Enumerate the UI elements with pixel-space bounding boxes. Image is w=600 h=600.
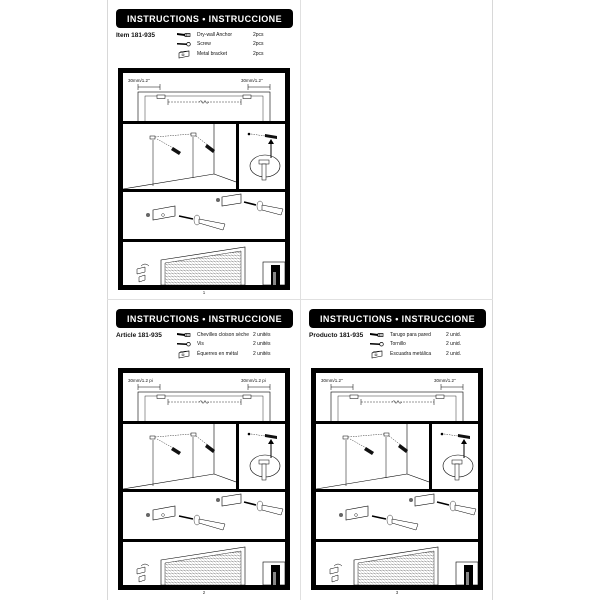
- part-row-screw: [176, 340, 271, 350]
- part-row-anchor: [369, 330, 461, 340]
- bracket-icon: [176, 350, 192, 358]
- dimension-left-label: 30mm/1.2": [128, 78, 150, 83]
- parts-list: [369, 330, 461, 359]
- svg-text:30mm/1.2": 30mm/1.2": [434, 378, 456, 383]
- step-hammer-panel: [239, 424, 285, 489]
- step-measure-panel: [123, 73, 285, 121]
- part-name: Tornillo: [390, 341, 406, 348]
- part-row-screw: [369, 340, 461, 350]
- step-screw-panel: [123, 492, 285, 539]
- instructions-banner: INSTRUCTIONS • INSTRUCCIONE: [116, 309, 293, 328]
- installation-diagram: [118, 68, 290, 290]
- step-hang-panel: [123, 242, 285, 285]
- item-number: Producto 181-935: [309, 332, 364, 339]
- part-row-screw: [176, 40, 264, 50]
- step-wall-panel: [316, 424, 429, 489]
- step-measure-panel: [123, 373, 285, 421]
- step-wall-panel: [123, 124, 236, 189]
- part-qty: 2 unités: [253, 331, 271, 338]
- part-qty: 2pcs: [253, 50, 264, 57]
- part-qty: 2 unités: [253, 341, 271, 348]
- step-hammer-panel: [239, 124, 285, 189]
- svg-text:30mm/1.2 pi: 30mm/1.2 pi: [241, 378, 266, 383]
- instruction-page-3: [301, 300, 493, 599]
- instruction-page-1: [108, 0, 300, 299]
- part-name: Tarugo para pared: [390, 331, 431, 338]
- part-row-bracket: [176, 49, 264, 59]
- bracket-icon: [369, 350, 385, 358]
- step-wall-panel: [123, 424, 236, 489]
- screw-icon: [176, 40, 192, 48]
- part-name: Chevilles cloison sèche: [197, 331, 249, 338]
- step-screw-panel: [123, 192, 285, 239]
- part-row-bracket: [369, 349, 461, 359]
- part-name: Escuadra metálica: [390, 350, 432, 357]
- step-screw-panel: [316, 492, 478, 539]
- instructions-banner: INSTRUCTIONS • INSTRUCCIONE: [309, 309, 486, 328]
- part-qty: 2pcs: [253, 31, 264, 38]
- page-number: 3: [395, 590, 399, 595]
- part-row-bracket: [176, 349, 271, 359]
- installation-diagram: [118, 368, 290, 590]
- part-qty: 2 unid.: [446, 341, 462, 348]
- part-row-anchor: [176, 330, 271, 340]
- page-number: 1: [202, 290, 206, 295]
- step-hammer-panel: [432, 424, 478, 489]
- part-name: Metal bracket: [197, 50, 228, 57]
- part-row-anchor: [176, 30, 264, 40]
- part-qty: 2 unid.: [446, 350, 462, 357]
- item-number: Article 181-935: [116, 332, 162, 339]
- parts-list: [176, 330, 271, 359]
- part-name: Équerres en métal: [197, 350, 238, 357]
- part-qty: 2pcs: [253, 41, 264, 48]
- part-qty: 2 unid.: [446, 331, 462, 338]
- installation-diagram: [311, 368, 483, 590]
- part-name: Dry-wall Anchor: [197, 31, 233, 38]
- bracket-icon: [176, 50, 192, 58]
- part-name: Screw: [197, 41, 211, 48]
- screw-icon: [176, 340, 192, 348]
- page-number: 2: [202, 590, 206, 595]
- step-hang-panel: [123, 542, 285, 585]
- part-name: Vis: [197, 341, 204, 348]
- part-qty: 2 unités: [253, 350, 271, 357]
- screw-icon: [369, 340, 385, 348]
- dimension-left-label: 30mm/1.2 pi: [128, 378, 153, 383]
- anchor-icon: [369, 331, 385, 339]
- step-measure-panel: [316, 373, 478, 421]
- instruction-page-2: [108, 300, 300, 599]
- anchor-icon: [176, 31, 192, 39]
- item-number: Item 181-935: [116, 32, 156, 39]
- step-hang-panel: [316, 542, 478, 585]
- dimension-left-label: 30mm/1.2": [321, 378, 343, 383]
- parts-list: [176, 30, 264, 59]
- svg-text:30mm/1.2": 30mm/1.2": [241, 78, 263, 83]
- anchor-icon: [176, 331, 192, 339]
- instructions-banner: INSTRUCTIONS • INSTRUCCIONE: [116, 9, 293, 28]
